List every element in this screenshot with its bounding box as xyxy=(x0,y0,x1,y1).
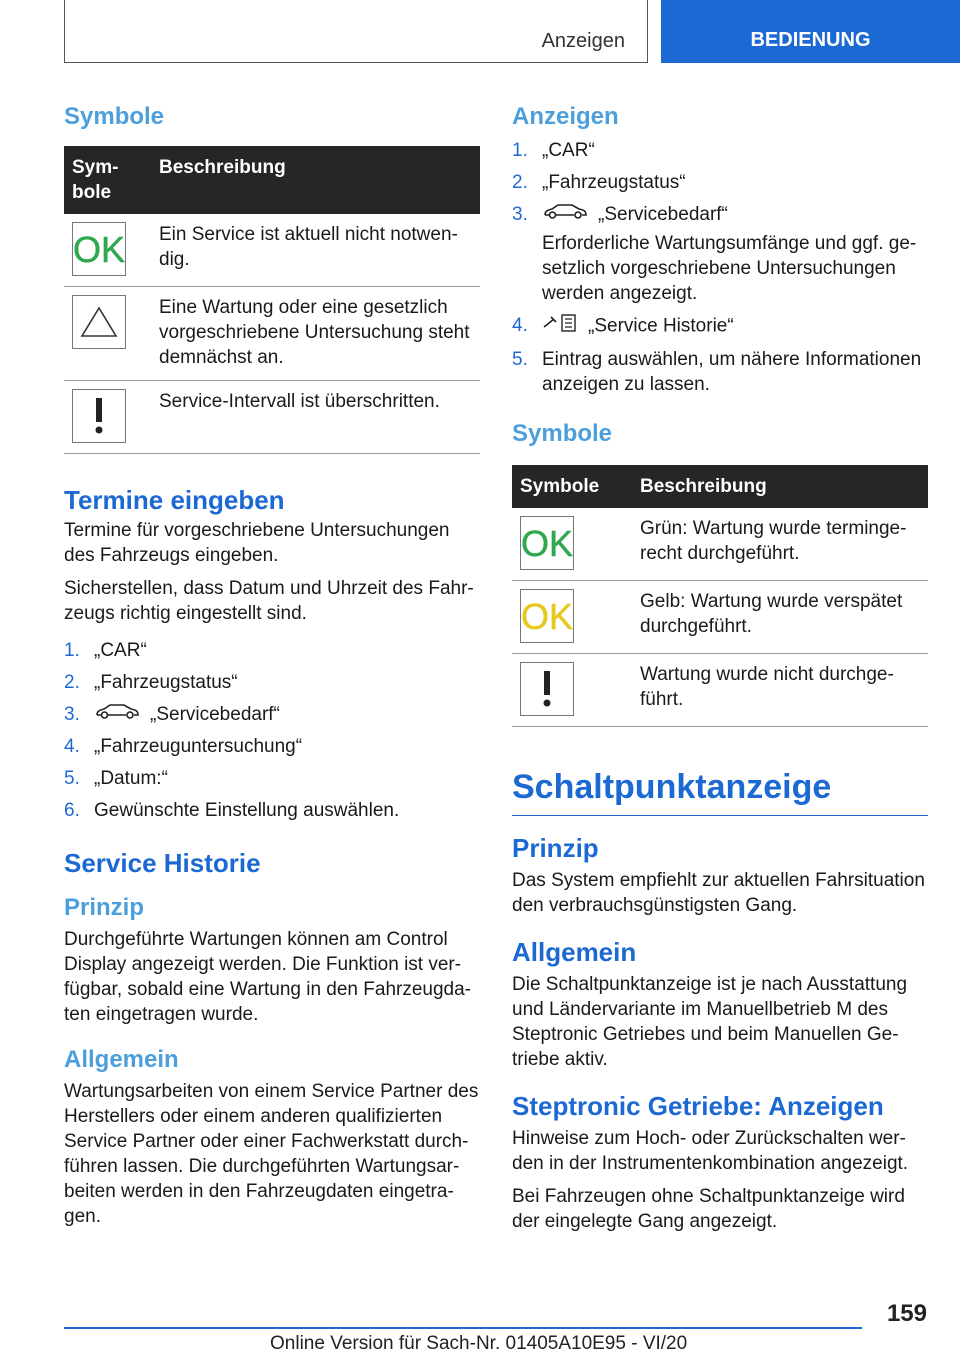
row-description: Gelb: Wartung wurde verspätet durchgeführt. xyxy=(632,581,928,654)
table-header-symbols: Sym- bole xyxy=(64,146,151,214)
schalt-prinzip-text: Das System empfiehlt zur aktuellen Fahrsituation den verbrauchsgünstigsten Gang. xyxy=(512,870,925,917)
car-icon xyxy=(94,702,140,727)
steptronic-text-1: Hinweise zum Hoch- oder Zurückschalten wer-den in der Instrumentenkombination angezeigt. xyxy=(512,1128,909,1175)
allgemein-text: Wartungsarbeiten von einem Service Partner des Herstellers oder einem anderen qualifizierten Service Partner oder einer Fachwerkstatt durch-führen lassen. Die durchgeführten Wartungsar-beiten werden in den Fahrzeugdaten eingetra-gen. xyxy=(64,1081,479,1228)
termine-steps xyxy=(64,638,480,823)
prinzip-heading: Prinzip xyxy=(64,894,145,922)
warning-triangle-icon xyxy=(72,295,126,349)
footer-rule xyxy=(64,1327,862,1329)
page-number: 159 xyxy=(886,1300,927,1327)
row-description: Eine Wartung oder eine gesetzlich vorgeschriebene Untersuchung steht demnächst an. xyxy=(151,287,480,381)
symbole-heading-right: Symbole xyxy=(512,420,613,448)
row-description: Wartung wurde nicht durchge-führt. xyxy=(632,654,928,727)
header-chapter-tab: BEDIENUNG xyxy=(661,0,960,63)
symbole-heading: Symbole xyxy=(64,103,165,130)
list-item: 2. „Fahrzeugstatus“ xyxy=(64,672,238,693)
table-header-description: Beschreibung xyxy=(151,146,480,214)
ok-yellow-icon xyxy=(520,589,574,643)
service-history-icon xyxy=(542,313,578,340)
allgemein-heading: Allgemein xyxy=(64,1046,179,1074)
table-header-symbols: Symbole xyxy=(512,465,632,508)
table-row xyxy=(512,508,928,581)
svg-text:OK: OK xyxy=(521,596,573,637)
list-item: 2. „Fahrzeugstatus“ xyxy=(512,172,686,193)
row-description: Ein Service ist aktuell nicht notwen-dig. xyxy=(151,214,480,287)
list-item: 3. „Servicebedarf“ Erforderliche Wartungsumfänge und ggf. ge-setzlich vorgeschriebene Untersuchungen werden angezeigt. xyxy=(512,202,928,306)
schalt-allgemein-text: Die Schaltpunktanzeige ist je nach Ausstattung und Ländervariante im Manuellbetrieb M des Steptronic Getriebes und beim Manuellen Ge-triebe aktiv. xyxy=(512,974,908,1071)
table-header-description: Beschreibung xyxy=(632,465,928,508)
symbols-table-2 xyxy=(512,465,928,727)
exclamation-icon xyxy=(520,662,574,716)
list-item: 6. Gewünschte Einstellung auswählen. xyxy=(64,800,400,822)
header-section-title: Anzeigen xyxy=(541,30,625,52)
left-column xyxy=(64,100,480,1237)
header-frame xyxy=(64,0,648,63)
list-item: 1. „CAR“ xyxy=(512,140,595,161)
symbols-table-1 xyxy=(64,146,480,454)
table-row xyxy=(64,381,480,454)
schalt-prinzip-heading: Prinzip xyxy=(512,833,599,864)
termine-text-1: Termine für vorgeschriebene Untersuchungen des Fahrzeugs eingeben. xyxy=(64,520,450,566)
list-item: 4. „Service Historie“ xyxy=(512,313,928,340)
svg-text:OK: OK xyxy=(521,523,573,564)
row-description: Grün: Wartung wurde terminge-recht durchgeführt. xyxy=(632,508,928,581)
prinzip-text: Durchgeführte Wartungen können am Control Display angezeigt werden. Die Funktion ist ver-fügbar, sobald eine Wartung in den Fahrzeugda-ten eingetragen wurde. xyxy=(64,929,472,1026)
steptronic-text-2: Bei Fahrzeugen ohne Schaltpunktanzeige wird der eingelegte Gang angezeigt. xyxy=(512,1186,905,1233)
termine-heading: Termine eingeben xyxy=(64,485,285,515)
steptronic-heading: Steptronic Getriebe: Anzeigen xyxy=(512,1091,884,1122)
row-description: Service-Intervall ist überschritten. xyxy=(151,381,480,454)
list-item: 4. „Fahrzeuguntersuchung“ xyxy=(64,736,303,758)
exclamation-icon xyxy=(72,389,126,443)
list-item: 5. Eintrag auswählen, um nähere Informationen anzeigen zu lassen. xyxy=(512,349,922,396)
table-row xyxy=(64,214,480,287)
schaltpunkt-heading: Schaltpunktanzeige xyxy=(512,768,832,807)
car-icon xyxy=(542,202,588,227)
anzeigen-steps xyxy=(512,138,928,397)
ok-green-icon xyxy=(520,516,574,570)
footer-version-text: Online Version für Sach-Nr. 01405A10E95 - VI/20 xyxy=(270,1333,688,1354)
termine-text-2: Sicherstellen, dass Datum und Uhrzeit des Fahr-zeugs richtig eingestellt sind. xyxy=(64,578,474,624)
svg-text:OK: OK xyxy=(73,229,125,269)
step-3-detail: Erforderliche Wartungsumfänge und ggf. ge-setzlich vorgeschriebene Untersuchungen werden angezeigt. xyxy=(542,233,917,305)
table-row xyxy=(512,654,928,727)
table-row xyxy=(512,581,928,654)
schaltpunkt-section-title xyxy=(512,765,928,816)
anzeigen-heading: Anzeigen xyxy=(512,103,619,130)
service-historie-heading: Service Historie xyxy=(64,848,261,879)
schalt-allgemein-heading: Allgemein xyxy=(512,937,637,968)
right-column xyxy=(512,100,928,1242)
list-item: 3. „Servicebedarf“ xyxy=(64,702,480,727)
list-item: 1. „CAR“ xyxy=(64,640,147,661)
ok-icon xyxy=(72,222,126,276)
table-row xyxy=(64,287,480,381)
list-item: 5. „Datum:“ xyxy=(64,768,168,790)
